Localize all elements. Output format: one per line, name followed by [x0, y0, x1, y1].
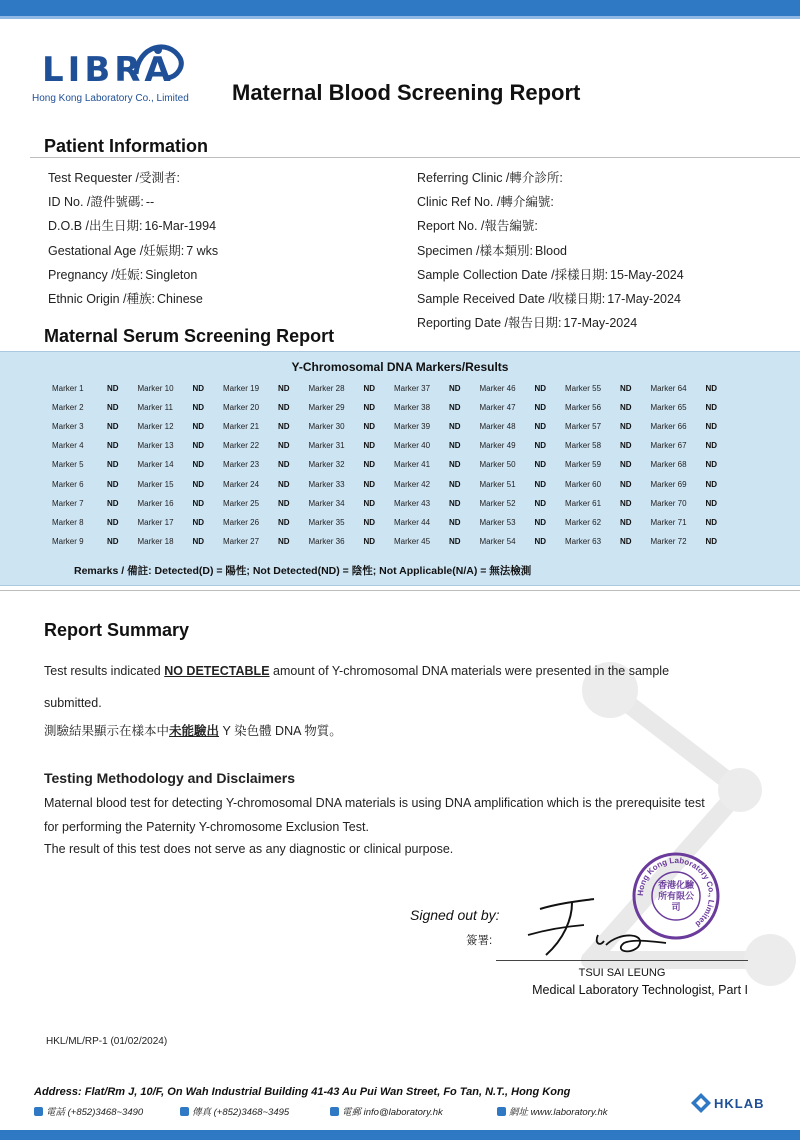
marker-label: Marker 58 [565, 441, 602, 451]
summary-line-zh [44, 721, 342, 739]
marker-result: ND [363, 460, 376, 470]
patient-left-row [48, 289, 203, 307]
marker-label: Marker 53 [479, 517, 516, 527]
email-icon [330, 1107, 339, 1116]
marker-label: Marker 22 [223, 441, 260, 451]
patient-left-value: 7 wks [186, 243, 219, 258]
marker-label: Marker 67 [650, 441, 687, 451]
marker-result: ND [620, 403, 632, 413]
patient-right-value: 17-May-2024 [563, 316, 638, 331]
marker-label: Marker 17 [137, 517, 174, 527]
marker-label: Marker 8 [52, 517, 84, 527]
marker-result: ND [278, 536, 290, 546]
marker-result: ND [363, 536, 376, 546]
signature-line [496, 960, 748, 961]
footer-phone [34, 1104, 143, 1118]
patient-left-value: 16-Mar-1994 [144, 219, 217, 234]
footer-email[interactable] [330, 1104, 443, 1118]
patient-right-row [417, 168, 565, 186]
methodology-title: Testing Methodology and Disclaimers [44, 770, 296, 786]
marker-label: Marker 48 [479, 422, 516, 432]
marker-result: ND [363, 403, 376, 413]
marker-label: Marker 3 [52, 422, 84, 432]
marker-label: Marker 14 [137, 460, 174, 470]
patient-right-row [417, 192, 556, 210]
summary-line-2: submitted. [44, 696, 102, 710]
marker-result: ND [278, 479, 290, 489]
marker-label: Marker 43 [394, 498, 431, 508]
stamp-center-text: 香港化驗所有限公司 [657, 880, 694, 912]
marker-label: Marker 29 [308, 403, 345, 413]
marker-label: Marker 31 [308, 441, 345, 451]
patient-right-label: Sample Received Date /收樣日期: [417, 292, 606, 306]
marker-label: Marker 38 [394, 403, 431, 413]
marker-result: ND [534, 479, 547, 489]
marker-label: Marker 64 [650, 384, 687, 393]
marker-result: ND [107, 422, 119, 432]
marker-result: ND [620, 441, 632, 451]
marker-result: ND [534, 536, 547, 546]
marker-result: ND [278, 460, 290, 470]
marker-label: Marker 45 [394, 536, 431, 546]
patient-left-row [48, 192, 154, 210]
top-accent-bar [0, 0, 800, 16]
marker-result: ND [278, 441, 290, 451]
patient-left-row [48, 168, 182, 186]
markers-title: Y-Chromosomal DNA Markers/Results [291, 360, 509, 374]
summary-text: Test results indicated [44, 664, 165, 678]
marker-label: Marker 27 [223, 536, 260, 546]
methodology-line-1: Maternal blood test for detecting Y-chromosomal DNA materials is using DNA amplification which is the prerequisite test [44, 796, 705, 810]
section-divider [0, 590, 800, 591]
patient-left-row [48, 216, 216, 234]
patient-left-label: D.O.B /出生日期: [48, 219, 143, 234]
marker-label: Marker 28 [308, 384, 345, 393]
marker-result: ND [449, 479, 461, 489]
serum-section-title: Maternal Serum Screening Report [44, 326, 335, 346]
marker-result: ND [449, 517, 461, 527]
footer-email-text[interactable]: 電郵 info@laboratory.hk [342, 1107, 443, 1118]
marker-label: Marker 13 [137, 441, 174, 451]
marker-result: ND [449, 498, 461, 508]
marker-label: Marker 70 [650, 498, 687, 508]
marker-result: ND [192, 536, 205, 546]
marker-label: Marker 57 [565, 422, 602, 432]
hklab-brand: HKLAB [714, 1096, 765, 1111]
patient-right-row [417, 313, 637, 331]
marker-result: ND [620, 479, 632, 489]
methodology-line-2: for performing the Paternity Y-chromosome Exclusion Test. [44, 820, 369, 834]
marker-result: ND [278, 498, 290, 508]
marker-result: ND [534, 384, 547, 393]
marker-result: ND [363, 441, 376, 451]
marker-result: ND [534, 422, 547, 432]
patient-left-label: Test Requester /受測者: [48, 171, 180, 185]
marker-result: ND [620, 498, 632, 508]
patient-right-label: Reporting Date /報告日期: [417, 316, 562, 331]
patient-right-value: Blood [535, 243, 567, 258]
marker-result: ND [192, 422, 205, 432]
patient-right-row [417, 265, 684, 283]
form-code: HKL/ML/RP-1 (01/02/2024) [46, 1036, 168, 1047]
marker-label: Marker 35 [308, 517, 345, 527]
marker-result: ND [620, 517, 632, 527]
marker-result: ND [705, 384, 718, 393]
marker-label: Marker 54 [479, 536, 516, 546]
marker-result: ND [534, 441, 547, 451]
marker-label: Marker 24 [223, 479, 260, 489]
marker-result: ND [192, 479, 205, 489]
patient-left-row [48, 241, 218, 259]
marker-result: ND [278, 384, 290, 393]
patient-right-label: Report No. /報告編號: [417, 219, 538, 234]
marker-label: Marker 34 [308, 498, 345, 508]
marker-label: Marker 23 [223, 460, 260, 470]
marker-label: Marker 49 [479, 441, 516, 451]
company-name: Hong Kong Laboratory Co., Limited [32, 93, 189, 104]
patient-right-row [417, 289, 681, 307]
footer-address: Address: Flat/Rm J, 10/F, On Wah Industrial Building 41-43 Au Pui Wan Street, Fo Tan, N.T., Hong Kong [34, 1086, 571, 1098]
footer-fax-text: 傳真 (+852)3468~3495 [192, 1107, 290, 1118]
marker-result: ND [107, 536, 119, 546]
marker-result: ND [363, 384, 376, 393]
report-title: Maternal Blood Screening Report [232, 80, 581, 105]
globe-icon [497, 1107, 506, 1116]
footer-website[interactable] [497, 1104, 608, 1118]
summary-title: Report Summary [44, 620, 190, 640]
marker-result: ND [278, 517, 290, 527]
marker-label: Marker 20 [223, 403, 260, 413]
marker-result: ND [363, 422, 376, 432]
marker-label: Marker 59 [565, 460, 602, 470]
summary-zh-highlight: 未能驗出 [169, 724, 220, 738]
marker-label: Marker 69 [650, 479, 687, 489]
marker-label: Marker 21 [223, 422, 260, 432]
marker-label: Marker 39 [394, 422, 431, 432]
marker-result: ND [192, 441, 205, 451]
marker-label: Marker 2 [52, 403, 84, 413]
patient-right-value: 17-May-2024 [607, 292, 681, 306]
marker-result: ND [705, 460, 718, 470]
marker-label: Marker 25 [223, 498, 260, 508]
bottom-accent-bar [0, 1130, 800, 1140]
patient-section-title: Patient Information [44, 136, 209, 156]
marker-result: ND [192, 403, 205, 413]
marker-label: Marker 41 [394, 460, 431, 470]
marker-label: Marker 61 [565, 498, 602, 508]
marker-result: ND [705, 422, 718, 432]
signer-position: Medical Laboratory Technologist, Part I [532, 983, 748, 997]
patient-left-label: Ethnic Origin /種族: [48, 292, 155, 306]
marker-result: ND [449, 441, 461, 451]
footer-phone-text: 電話 (+852)3468~3490 [46, 1107, 144, 1118]
marker-label: Marker 12 [137, 422, 174, 432]
marker-result: ND [192, 384, 205, 393]
marker-label: Marker 4 [52, 441, 84, 451]
marker-label: Marker 40 [394, 441, 431, 451]
marker-result: ND [107, 441, 119, 451]
marker-result: ND [620, 384, 632, 393]
marker-label: Marker 65 [650, 403, 687, 413]
summary-line-1 [44, 664, 669, 678]
marker-result: ND [449, 384, 461, 393]
marker-label: Marker 47 [479, 403, 516, 413]
marker-label: Marker 10 [137, 384, 174, 393]
footer-website-text[interactable]: 網址 www.laboratory.hk [509, 1107, 608, 1118]
marker-result: ND [107, 498, 119, 508]
top-accent-bar-thin [0, 16, 800, 19]
patient-right-row [417, 241, 567, 259]
hklab-logo-icon [690, 1092, 712, 1114]
marker-label: Marker 16 [137, 498, 174, 508]
marker-label: Marker 19 [223, 384, 260, 393]
patient-right-value: 15-May-2024 [610, 267, 684, 282]
marker-label: Marker 33 [308, 479, 345, 489]
marker-label: Marker 11 [137, 403, 173, 413]
marker-result: ND [705, 479, 718, 489]
patient-right-label: Sample Collection Date /採樣日期: [417, 267, 609, 282]
marker-label: Marker 68 [650, 460, 687, 470]
patient-right-label: Clinic Ref No. /轉介編號: [417, 195, 554, 210]
marker-label: Marker 1 [52, 384, 84, 393]
marker-label: Marker 62 [565, 517, 602, 527]
marker-result: ND [192, 498, 205, 508]
signed-out-label-zh: 簽署: [466, 935, 493, 947]
patient-left-value: Chinese [156, 292, 203, 306]
marker-label: Marker 9 [52, 536, 84, 546]
marker-result: ND [363, 517, 376, 527]
marker-result: ND [449, 536, 461, 546]
marker-label: Marker 63 [565, 536, 602, 546]
patient-left-row [48, 265, 197, 283]
marker-label: Marker 37 [394, 384, 431, 393]
marker-label: Marker 5 [52, 460, 84, 470]
marker-label: Marker 15 [137, 479, 174, 489]
marker-result: ND [363, 479, 376, 489]
company-logo-text: LIBRA [42, 50, 175, 90]
methodology-line-3: The result of this test does not serve as any diagnostic or clinical purpose. [44, 842, 454, 856]
signed-out-label: Signed out by: [410, 907, 500, 923]
marker-result: ND [107, 384, 119, 393]
footer-fax [180, 1104, 289, 1118]
summary-text: amount of Y-chromosomal DNA materials were presented in the sample [269, 664, 670, 678]
marker-result: ND [107, 517, 119, 527]
marker-label: Marker 56 [565, 403, 602, 413]
marker-result: ND [705, 536, 718, 546]
marker-result: ND [705, 517, 718, 527]
summary-zh-text: Y 染色體 DNA 物質。 [219, 724, 342, 738]
marker-result: ND [363, 498, 376, 508]
signer-name: TSUI SAI LEUNG [578, 967, 666, 979]
marker-result: ND [534, 498, 547, 508]
marker-result: ND [278, 403, 290, 413]
marker-label: Marker 46 [479, 384, 516, 393]
patient-right-label: Specimen /樣本類別: [417, 243, 534, 258]
marker-label: Marker 6 [52, 479, 84, 489]
summary-highlight: NO DETECTABLE [164, 664, 270, 678]
marker-label: Marker 72 [650, 536, 687, 546]
marker-result: ND [449, 460, 461, 470]
marker-label: Marker 52 [479, 498, 516, 508]
marker-result: ND [705, 441, 718, 451]
section-divider [30, 157, 800, 158]
marker-result: ND [107, 403, 119, 413]
summary-zh-text: 測驗結果顯示在樣本中 [44, 724, 170, 738]
marker-result: ND [278, 422, 290, 432]
marker-result: ND [107, 479, 119, 489]
marker-result: ND [620, 536, 632, 546]
patient-right-label: Referring Clinic /轉介診所: [417, 171, 563, 185]
marker-label: Marker 26 [223, 517, 260, 527]
stamp-ring-text: Hong Kong Laboratory Co., Limited [635, 855, 717, 929]
phone-icon [34, 1107, 43, 1116]
marker-label: Marker 71 [650, 517, 687, 527]
marker-result: ND [192, 460, 205, 470]
marker-label: Marker 36 [308, 536, 345, 546]
marker-result: ND [534, 517, 547, 527]
marker-label: Marker 30 [308, 422, 345, 432]
marker-result: ND [449, 422, 461, 432]
marker-result: ND [620, 422, 632, 432]
marker-label: Marker 66 [650, 422, 687, 432]
marker-label: Marker 44 [394, 517, 431, 527]
marker-label: Marker 50 [479, 460, 516, 470]
fax-icon [180, 1107, 189, 1116]
marker-result: ND [449, 403, 461, 413]
patient-left-label: Pregnancy /妊娠: [48, 267, 144, 282]
marker-label: Marker 55 [565, 384, 602, 393]
remarks-legend: Remarks / 備註: Detected(D) = 陽性; Not Detected(ND) = 陰性; Not Applicable(N/A) = 無法檢測 [74, 565, 532, 577]
patient-left-label: Gestational Age /妊娠期: [48, 243, 185, 258]
marker-result: ND [192, 517, 205, 527]
signature-mark-icon [520, 895, 670, 965]
marker-label: Marker 18 [137, 536, 174, 546]
patient-left-value: Singleton [145, 267, 198, 282]
marker-label: Marker 32 [308, 460, 345, 470]
marker-label: Marker 51 [479, 479, 516, 489]
marker-label: Marker 60 [565, 479, 602, 489]
marker-label: Marker 7 [52, 498, 84, 508]
marker-label: Marker 42 [394, 479, 431, 489]
marker-result: ND [705, 403, 718, 413]
marker-result: ND [620, 460, 632, 470]
marker-result: ND [534, 460, 547, 470]
marker-result: ND [705, 498, 718, 508]
patient-right-row [417, 216, 540, 234]
patient-left-label: ID No. /證件號碼: [48, 195, 144, 210]
marker-result: ND [107, 460, 119, 470]
marker-result: ND [534, 403, 547, 413]
patient-left-value: -- [145, 195, 155, 210]
